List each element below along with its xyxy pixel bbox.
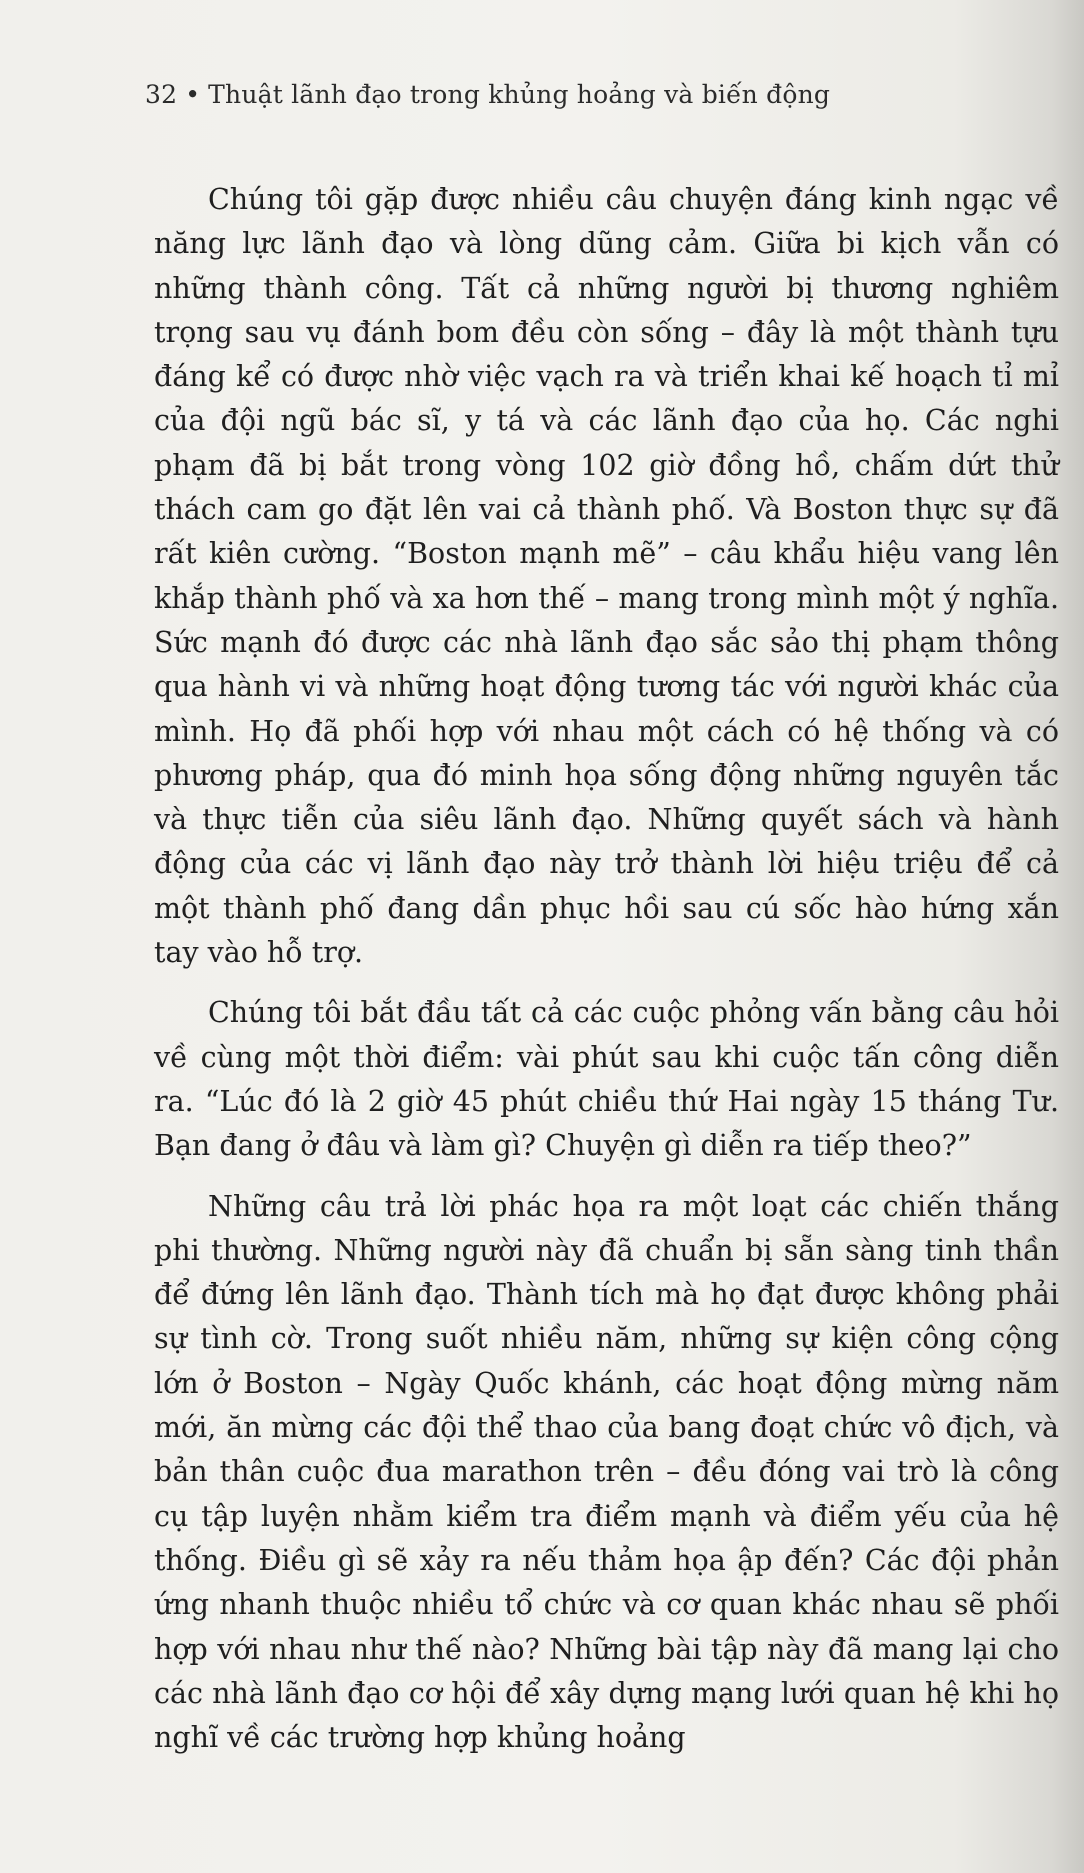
book-title: Thuật lãnh đạo trong khủng hoảng và biến động [208, 80, 831, 109]
running-header [145, 80, 830, 109]
paragraph-3: Những câu trả lời phác họa ra một loạt các chiến thắng phi thường. Những người này đã chuẩn bị sẵn sàng tinh thần để đứng lên lãnh đạo. Thành tích mà họ đạt được không phải sự tình cờ. Trong suốt nhiều năm, những sự kiện công cộng lớn ở Boston – Ngày Quốc khánh, các hoạt động mừng năm mới, ăn mừng các đội thể thao của bang đoạt chức vô địch, và bản thân cuộc đua marathon trên – đều đóng vai trò là công cụ tập luyện nhằm kiểm tra điểm mạnh và điểm yếu của hệ thống. Điều gì sẽ xảy ra nếu thảm họa ập đến? Các đội phản ứng nhanh thuộc nhiều tổ chức và cơ quan khác nhau sẽ phối hợp với nhau như thế nào? Những bài tập này đã mang lại cho các nhà lãnh đạo cơ hội để xây dựng mạng lưới quan hệ khi họ nghĩ về các trường hợp khủng hoảng [154, 1189, 1059, 1755]
page-number: 32 [145, 80, 178, 109]
paragraph-1: Chúng tôi gặp được nhiều câu chuyện đáng kinh ngạc về năng lực lãnh đạo và lòng dũng cảm. Giữa bi kịch vẫn có những thành công. Tất cả những người bị thương nghiêm trọng sau vụ đánh bom đều còn sống – đây là một thành tựu đáng kể có được nhờ việc vạch ra và triển khai kế hoạch tỉ mỉ của đội ngũ bác sĩ, y tá và các lãnh đạo của họ. Các nghi phạm đã bị bắt trong vòng 102 giờ đồng hồ, chấm dứt thử thách cam go đặt lên vai cả thành phố. Và Boston thực sự đã rất kiên cường. “Boston mạnh mẽ” – câu khẩu hiệu vang lên khắp thành phố và xa hơn thế – mang trong mình một ý nghĩa. Sức mạnh đó được các nhà lãnh đạo sắc sảo thị phạm thông qua hành vi và những hoạt động tương tác với người khác của mình. Họ đã phối hợp với nhau một cách có hệ thống và có phương pháp, qua đó minh họa sống động những nguyên tắc và thực tiễn của siêu lãnh đạo. Những quyết sách và hành động của các vị lãnh đạo này trở thành lời hiệu triệu để cả một thành phố đang dần phục hồi sau cú sốc hào hứng xắn tay vào hỗ trợ. [154, 183, 1059, 970]
body-text [154, 178, 1059, 1776]
header-separator: • [185, 80, 201, 109]
paragraph-2: Chúng tôi bắt đầu tất cả các cuộc phỏng vấn bằng câu hỏi về cùng một thời điểm: vài phút sau khi cuộc tấn công diễn ra. “Lúc đó là 2 giờ 45 phút chiều thứ Hai ngày 15 tháng Tư. Bạn đang ở đâu và làm gì? Chuyện gì diễn ra tiếp theo?” [154, 996, 1059, 1163]
